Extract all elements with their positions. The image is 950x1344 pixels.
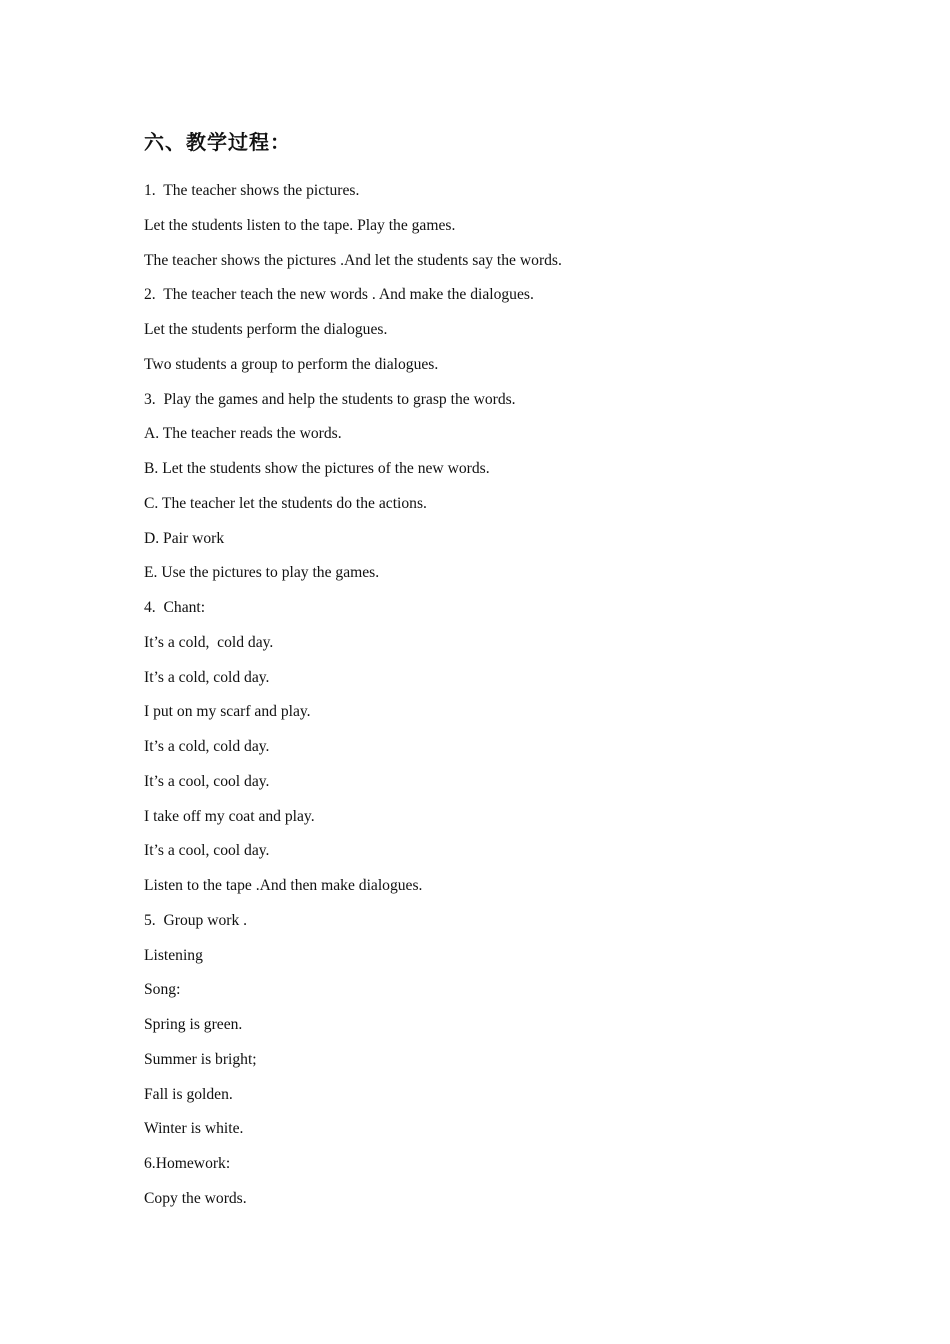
text-line: A. The teacher reads the words.: [144, 425, 342, 443]
text-line: B. Let the students show the pictures of the new words.: [144, 460, 490, 477]
text-line: Spring is green.: [144, 1016, 243, 1033]
text-line: It’s a cold, cold day.: [144, 633, 274, 651]
lesson-body: [144, 180, 844, 1223]
text-line: Winter is white.: [144, 1120, 244, 1138]
section-heading: 六、教学过程：: [144, 130, 291, 154]
text-line: D. Pair work: [144, 529, 225, 547]
text-line: Copy the words.: [144, 1189, 247, 1207]
text-line: It’s a cold, cold day.: [144, 668, 270, 686]
text-line: The teacher shows the pictures .And let the students say the words.: [144, 251, 562, 269]
text-line: 4. Chant:: [144, 599, 206, 616]
text-line: 2. The teacher teach the new words . And make the dialogues.: [144, 286, 534, 304]
text-line: It’s a cool, cool day.: [144, 842, 270, 860]
text-line: It’s a cold, cold day.: [144, 738, 270, 755]
text-line: It’s a cool, cool day.: [144, 772, 270, 790]
text-line: I put on my scarf and play.: [144, 703, 311, 721]
text-line: 3. Play the games and help the students to grasp the words.: [144, 390, 516, 408]
text-line: Song:: [144, 981, 181, 999]
text-line: Fall is golden.: [144, 1085, 233, 1103]
text-line: 5. Group work .: [144, 911, 248, 929]
text-line: Summer is bright;: [144, 1050, 257, 1068]
text-line: Let the students perform the dialogues.: [144, 321, 388, 338]
text-line: 6.Homework:: [144, 1155, 231, 1172]
text-line: Listen to the tape .And then make dialogues.: [144, 877, 423, 894]
text-line: Listening: [144, 946, 203, 964]
text-line: E. Use the pictures to play the games.: [144, 564, 380, 582]
text-line: C. The teacher let the students do the actions.: [144, 494, 427, 512]
text-line: 1. The teacher shows the pictures.: [144, 182, 360, 199]
text-line: Let the students listen to the tape. Play the games.: [144, 216, 456, 234]
text-line: I take off my coat and play.: [144, 807, 315, 825]
text-line: Two students a group to perform the dialogues.: [144, 355, 439, 373]
